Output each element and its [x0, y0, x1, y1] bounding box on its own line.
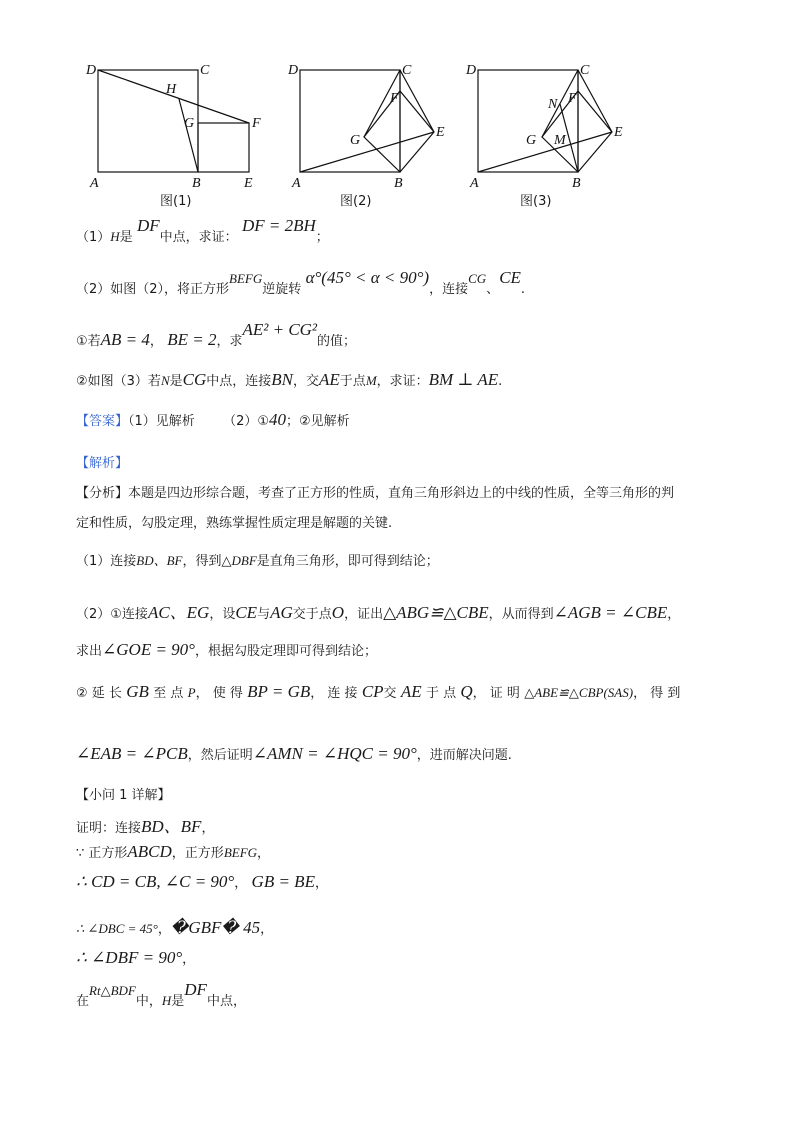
question-2-part-2: ②如图（3）若N是CG中点，连接BN，交AE于点M，求证：BM ⊥ AE.	[76, 370, 503, 389]
segment-ce	[578, 70, 612, 132]
square-abcd	[98, 70, 198, 172]
label-e: E	[614, 125, 623, 140]
square-befg	[198, 123, 249, 172]
segment-ce	[400, 70, 434, 132]
analysis-line-2: 定和性质，勾股定理，熟练掌握性质定理是解题的关键.	[76, 516, 393, 531]
proof-line-2: ∵ 正方形ABCD，正方形BEFG，	[76, 842, 271, 861]
label-c: C	[580, 63, 590, 78]
proof-line-3: ∴ CD = CB, ∠C = 90°， GB = BE，	[76, 872, 328, 891]
solution-step-3: 求出∠GOE = 90°，根据勾股定理即可得到结论；	[76, 640, 377, 659]
label-d: D	[86, 63, 97, 78]
label-h: H	[166, 82, 177, 97]
answer-tag: 【答案】	[76, 414, 129, 429]
analysis-line-1: 【分析】本题是四边形综合题，考查了正方形的性质，直角三角形斜边上的中线的性质，全等三角形的判	[76, 486, 675, 501]
label-n: N	[548, 97, 558, 112]
figure-3-caption: 图(3)	[520, 194, 552, 209]
solution-step-1: （1）连接BD、BF，得到△DBF是直角三角形，即可得到结论；	[76, 553, 439, 569]
label-b: B	[192, 176, 201, 191]
figure-1	[84, 52, 274, 209]
question-2-part-1: ①若AB = 4， BE = 2，求AE² + CG²的值；	[76, 320, 357, 349]
label-f: F	[568, 91, 577, 106]
proof-line-5: ∴ ∠DBF = 90°，	[76, 948, 196, 967]
proof-line-1: 证明：连接BD、BF，	[76, 817, 215, 836]
figure-1-caption: 图(1)	[160, 194, 192, 209]
subquestion-1-header: 【小问 1 详解】	[76, 788, 171, 803]
label-c: C	[402, 63, 412, 78]
label-a: A	[470, 176, 479, 191]
analysis-tag: 【解析】	[76, 456, 129, 471]
segment-bh	[179, 99, 198, 172]
proof-line-6: 在Rt△BDF中，H是DF中点，	[76, 980, 246, 1009]
square-befg-rotated	[364, 91, 434, 172]
label-a: A	[292, 176, 301, 191]
label-a: A	[90, 176, 99, 191]
segment-ae	[478, 132, 612, 172]
label-g: G	[526, 133, 537, 148]
solution-step-5: ∠EAB = ∠PCB，然后证明∠AMN = ∠HQC = 90°，进而解决问题.	[76, 744, 512, 763]
segment-ae	[300, 132, 434, 172]
label-g: G	[184, 116, 195, 131]
label-e: E	[436, 125, 445, 140]
figure-3	[464, 52, 634, 209]
label-c: C	[200, 63, 210, 78]
label-f: F	[390, 91, 399, 106]
label-f: F	[252, 116, 261, 131]
label-m: M	[554, 133, 566, 148]
question-2: （2）如图（2），将正方形BEFG逆旋转 α°(45° < α < 90°)，连接CG、CE.	[76, 268, 526, 297]
answer: 【答案】（1）见解析 （2）①40；②见解析	[76, 410, 350, 429]
label-g: G	[350, 133, 361, 148]
label-e: E	[244, 176, 253, 191]
solution-step-2: （2）①连接AC、EG，设CE与AG交于点O，证出△ABG≌△CBE，从而得到∠AGB = ∠CBE，	[76, 603, 681, 622]
label-b: B	[572, 176, 581, 191]
figure-2-caption: 图(2)	[340, 194, 372, 209]
solution-step-4: ② 延 长 GB 至 点 P， 使 得 BP = GB， 连 接 CP交 AE 于 点 Q， 证 明 △ABE≌△CBP(SAS)， 得 到	[76, 682, 681, 701]
label-b: B	[394, 176, 403, 191]
question-1: （1）H是 DF中点，求证： DF = 2BH；	[76, 216, 329, 245]
label-d: D	[466, 63, 477, 78]
figure-2	[286, 52, 456, 209]
proof-line-4: ∴ ∠DBC = 45°，�GBF� 45，	[76, 918, 274, 937]
label-d: D	[288, 63, 299, 78]
